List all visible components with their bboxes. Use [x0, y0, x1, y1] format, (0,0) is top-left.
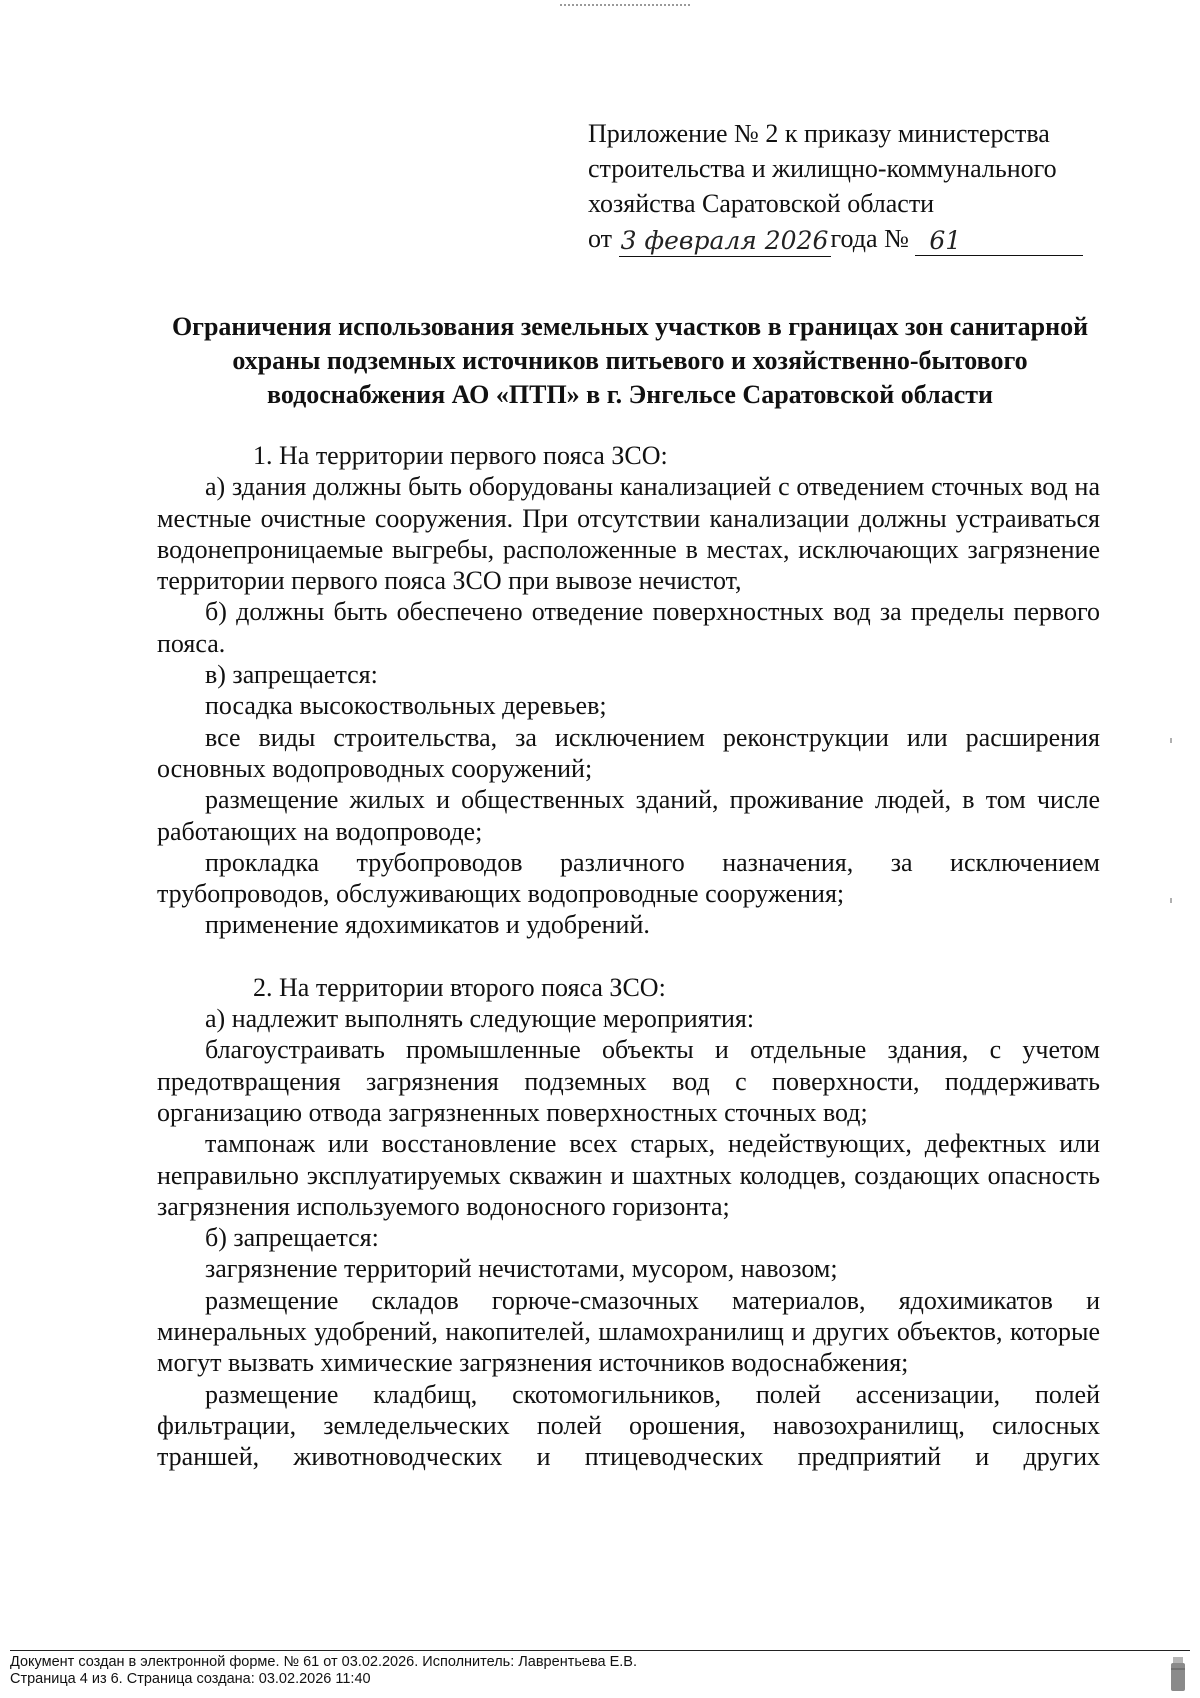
section-2-paragraph-a: а) надлежит выполнять следующие мероприятия:	[205, 1004, 755, 1034]
handwritten-date: 3 февраля 2026	[619, 226, 831, 257]
document-title: Ограничения использования земельных участков в границах зон санитарной охраны подземных источников питьевого и хозяйственно-бытового водоснабжения АО «ПТП» в г. Энгельсе Саратовской области	[171, 312, 1089, 409]
section-1-paragraph-v: в) запрещается:	[205, 660, 378, 690]
annex-line-3: хозяйства Саратовской области	[588, 189, 935, 218]
section-1-paragraph-a: а) здания должны быть оборудованы канализацией с отведением сточных вод на местные очистные сооружения. При отсутствии канализации должны устраиваться водонепроницаемые выгребы, расположенные в местах, исключающих загрязнение территории первого пояса ЗСО при вывозе нечистот,	[157, 472, 1100, 596]
section-2-number: 2.	[253, 972, 273, 1002]
section-2-paragraph-b: б) запрещается:	[205, 1223, 379, 1253]
section-1-item: посадка высокоствольных деревьев;	[205, 691, 607, 721]
section-1-heading-text: На территории первого пояса ЗСО:	[279, 441, 668, 470]
handwritten-number: 61	[915, 226, 1083, 256]
scan-top-mark	[560, 4, 690, 6]
scan-side-mark	[1170, 898, 1172, 903]
section-2-heading	[157, 972, 1100, 1003]
section-2-a-item: благоустраивать промышленные объекты и отдельные здания, с учетом предотвращения загрязнения подземных вод с поверхности, поддерживать организацию отвода загрязненных поверхностных сточных вод;	[157, 1035, 1100, 1127]
footer-line-1: Документ создан в электронной форме. № 61 от 03.02.2026. Исполнитель: Лаврентьева Е.В.	[10, 1654, 637, 1670]
section-2-heading-text: На территории второго пояса ЗСО:	[279, 972, 666, 1002]
document-stamp-icon	[1168, 1653, 1188, 1693]
section-1-item: все виды строительства, за исключением реконструкции или расширения основных водопроводных сооружений;	[157, 722, 1100, 783]
section-1-number: 1.	[253, 441, 273, 470]
section-1-heading	[157, 440, 1100, 471]
scan-side-mark	[1170, 738, 1172, 743]
section-2-b-item: размещение складов горюче-смазочных материалов, ядохимикатов и минеральных удобрений, накопителей, шламохранилищ и других объектов, которые могут вызвать химические загрязнения источников водоснабжения;	[157, 1285, 1100, 1378]
annex-line-1: Приложение № 2 к приказу министерства	[588, 119, 1050, 148]
date-suffix: года №	[830, 224, 909, 253]
document-footer	[10, 1650, 1190, 1688]
section-1-paragraph-b: б) должны быть обеспечено отведение поверхностных вод за пределы первого пояса.	[157, 597, 1100, 658]
section-1-item: размещение жилых и общественных зданий, проживание людей, в том числе работающих на водопроводе;	[157, 785, 1100, 846]
section-1-item: прокладка трубопроводов различного назначения, за исключением трубопроводов, обслуживающих водопроводные сооружения;	[157, 847, 1100, 909]
section-1-item: применение ядохимикатов и удобрений.	[205, 910, 650, 940]
section-2-b-item: размещение кладбищ, скотомогильников, полей ассенизации, полей фильтрации, земледельческих полей орошения, навозохранилищ, силосных траншей, животноводческих и птицеводческих предприятий и других	[157, 1379, 1100, 1472]
annex-line-2: строительства и жилищно-коммунального	[588, 154, 1057, 183]
footer-line-2: Страница 4 из 6. Страница создана: 03.02.2026 11:40	[10, 1671, 371, 1687]
date-prefix: от	[588, 224, 613, 253]
section-2-b-item: загрязнение территорий нечистотами, мусором, навозом;	[205, 1254, 838, 1284]
annex-header	[588, 116, 1083, 256]
section-2-a-item: тампонаж или восстановление всех старых, недействующих, дефектных или неправильно эксплуатируемых скважин и шахтных колодцев, создающих опасность загрязнения используемого водоносного горизонта;	[157, 1129, 1100, 1221]
annex-date-row	[588, 221, 1083, 256]
document-body	[157, 440, 1100, 1473]
